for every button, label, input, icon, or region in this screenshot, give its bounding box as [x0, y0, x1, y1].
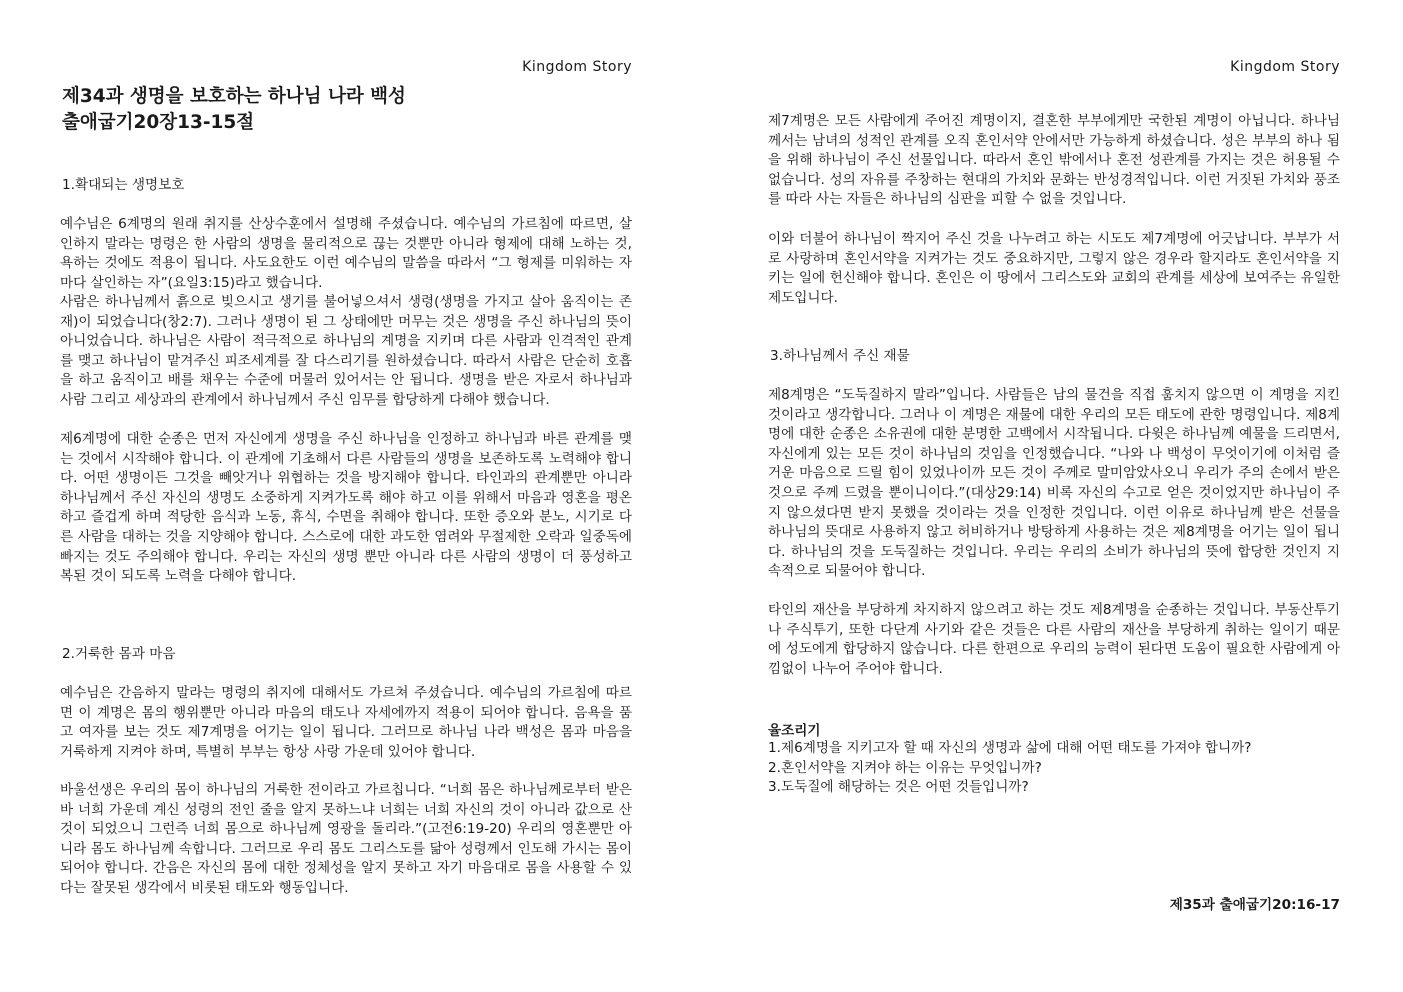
section-1-paragraph-3: 제6계명에 대한 순종은 먼저 자신에게 생명을 주신 하나님을 인정하고 하나님과 바른 관계를 맺는 것에서 시작해야 합니다. 이 관계에 기초해서 다른 사람들의 생명을 보존하도록 노력해야 합니다. 어떤 생명이든 그것을 빼앗거나 위협하는 것을 방지해야 합니다. 타인과의 관계뿐만 아니라 하나님께서 주신 자신의 생명도 소중하게 지켜가도록 해야 하고 이를 위해서 마음과 영혼을 평온하고 즐겁게 하며 적당한 음식과 노동, 휴식, 수면을 취해야 합니다. 또한 증오와 분노, 시기로 다른 사람을 대하는 것을 지양해야 합니다. 스스로에 대한 과도한 염려와 무절제한 오락과 일중독에 빠지는 것도 주의해야 합니다. 우리는 자신의 생명 뿐만 아니라 다른 사람의 생명이 더 풍성하고 복된 것이 되도록 노력을 다해야 합니다. [60, 431, 632, 585]
next-lesson-label: 제35과 출애굽기20:16-17 [1169, 897, 1340, 913]
page-header: Kingdom Story [522, 59, 632, 75]
section-1-paragraph-1: 예수님은 6계명의 원래 취지를 산상수훈에서 설명해 주셨습니다. 예수님의 가르침에 따르면, 살인하지 말라는 명령은 한 사람의 생명을 물리적으로 끊는 것뿐만 아니라 형제에 대해 노하는 것, 욕하는 것에도 적용이 됩니다. 사도요한도 이런 예수님의 말씀을 따라서 “그 형제를 미워하는 자마다 살인하는 자”(요일3:15)라고 했습니다. [60, 216, 632, 291]
page-header: Kingdom Story [1230, 59, 1340, 75]
section-1-heading: 1.확대되는 생명보호 [62, 177, 185, 193]
right-page [768, 0, 1340, 992]
section-2-paragraph-1: 예수님은 간음하지 말라는 명령의 취지에 대해서도 가르쳐 주셨습니다. 예수님의 가르침에 따르면 이 계명은 몸의 행위뿐만 아니라 마음의 태도나 자세에까지 적용이 되어야 합니다. 음욕을 품고 여자를 보는 것도 제7계명을 어기는 일이 됩니다. 그러므로 하나님 나라 백성은 몸과 마음을 거룩하게 지켜야 하며, 특별히 부부는 항상 사랑 가운데 있어야 합니다. [60, 685, 632, 760]
section-2-heading: 2.거룩한 몸과 마음 [62, 646, 176, 662]
section-3-paragraph-1: 제8계명은 “도둑질하지 말라”입니다. 사람들은 남의 물건을 직접 훔치지 않으면 이 계명을 지킨 것이라고 생각합니다. 그러나 이 계명은 재물에 대한 우리의 모든 태도에 관한 명령입니다. 제8계명에 대한 순종은 소유권에 대한 분명한 고백에서 시작됩니다. 다윗은 하나님께 예물을 드리면서, 자신에게 있는 모든 것이 하나님의 것임을 인정했습니다. “나와 나 백성이 무엇이기에 이처럼 즐거운 마음으로 드릴 힘이 있었나이까 모든 것이 주께로 말미암았사오니 우리가 주의 손에서 받은 것으로 주께 드렸을 뿐이니이다.”(대상29:14) 비록 자신의 수고로 얻은 것이었지만 하나님이 주지 않으셨다면 받지 못했을 것이라는 것을 인정한 것입니다. 이런 이유로 하나님께 받은 선물을 하나님의 뜻대로 사용하지 않고 허비하거나 방탕하게 사용하는 것은 제8계명을 어기는 일이 됩니다. 하나님의 것을 도둑질하는 것입니다. 우리는 우리의 소비가 하나님의 뜻에 합당한 것인지 지속적으로 되물어야 합니다. [768, 387, 1340, 580]
continuation-paragraph-1: 제7계명은 모든 사람에게 주어진 계명이지, 결혼한 부부에게만 국한된 계명이 아닙니다. 하나님께서는 남녀의 성적인 관계를 오직 혼인서약 안에서만 가능하게 하셨습니다. 성은 부부의 하나 됨을 위해 하나님이 주신 선물입니다. 따라서 혼인 밖에서나 혼전 성관계를 가지는 것은 허용될 수 없습니다. 성의 자유를 주창하는 현대의 가치와 문화는 반성경적입니다. 이런 거짓된 가치와 풍조를 따라 사는 자들은 하나님의 심판을 피할 수 없을 것입니다. [768, 113, 1340, 208]
section-3-heading: 3.하나님께서 주신 재물 [770, 348, 910, 364]
question-item: 2.혼인서약을 지켜야 하는 이유는 무엇입니까? [768, 760, 1042, 776]
question-item: 3.도둑질에 해당하는 것은 어떤 것들입니까? [768, 779, 1029, 795]
questions-title: 율조리기 [768, 723, 821, 739]
section-1-paragraph-2: 사람은 하나님께서 흙으로 빚으시고 생기를 불어넣으셔서 생령(생명을 가지고 살아 움직이는 존재)이 되었습니다(창2:7). 그러나 생명이 된 그 상태에만 머무는 것은 생명을 주신 하나님의 뜻이 아니었습니다. 하나님은 사람이 적극적으로 하나님의 계명을 지키며 다른 사람과 인격적인 관계를 맺고 하나님이 맡겨주신 피조세계를 잘 다스리기를 원하셨습니다. 따라서 사람은 단순히 호흡을 하고 움직이고 배를 채우는 수준에 머물러 있어서는 안 됩니다. 생명을 받은 자로서 하나님과 사람 그리고 세상과의 관계에서 하나님께서 주신 임무를 합당하게 다해야 했습니다. [60, 294, 632, 408]
section-3-paragraph-2: 타인의 재산을 부당하게 차지하지 않으려고 하는 것도 제8계명을 순종하는 것입니다. 부동산투기나 주식투기, 또한 다단계 사기와 같은 것들은 다른 사람의 재산을 부당하게 취하는 일이기 때문에 성도에게 합당하지 않습니다. 다른 한편으로 우리의 능력이 된다면 도움이 필요한 사람에게 아낌없이 나누어 주어야 합니다. [768, 602, 1340, 677]
title-line-2: 출애굽기20장13-15절 [62, 112, 255, 133]
left-page [60, 0, 632, 992]
question-item: 1.제6계명을 지키고자 할 때 자신의 생명과 삶에 대해 어떤 태도를 가져야 합니까? [768, 740, 1252, 756]
lesson-title [62, 84, 406, 136]
title-line-1: 제34과 생명을 보호하는 하나님 나라 백성 [62, 86, 406, 107]
section-2-paragraph-2: 바울선생은 우리의 몸이 하나님의 거룩한 전이라고 가르칩니다. “너희 몸은 하나님께로부터 받은 바 너희 가운데 계신 성령의 전인 줄을 알지 못하느냐 너희는 너희 자신의 것이 아니라 값으로 산 것이 되었으니 그런즉 너희 몸으로 하나님께 영광을 돌리라.”(고전6:19-20) 우리의 영혼뿐만 아니라 몸도 하나님께 속합니다. 그러므로 우리 몸도 그리스도를 닮아 성령께서 인도해 가시는 몸이 되어야 합니다. 간음은 자신의 몸에 대한 정체성을 알지 못하고 자기 마음대로 몸을 사용할 수 있다는 잘못된 생각에서 비롯된 태도와 행동입니다. [60, 782, 632, 896]
continuation-paragraph-2: 이와 더불어 하나님이 짝지어 주신 것을 나누려고 하는 시도도 제7계명에 어긋납니다. 부부가 서로 사랑하며 혼인서약을 지켜가는 것도 중요하지만, 그렇지 않은 경우라 할지라도 혼인서약을 지키는 일에 헌신해야 합니다. 혼인은 이 땅에서 그리스도와 교회의 관계를 세상에 보여주는 유일한 제도입니다. [768, 231, 1340, 306]
